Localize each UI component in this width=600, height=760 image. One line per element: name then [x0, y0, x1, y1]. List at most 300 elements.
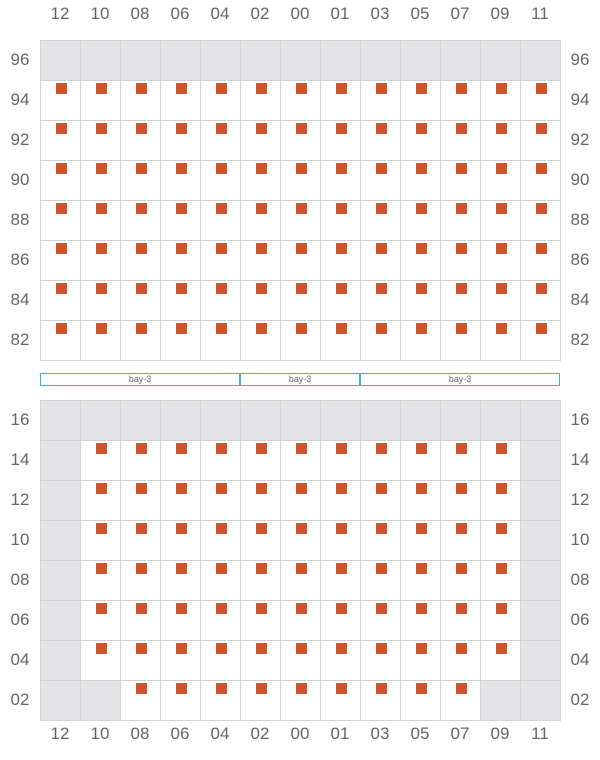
container-marker: [176, 163, 187, 174]
upper-slot-82-08[interactable]: [120, 320, 161, 361]
upper-slot-90-07[interactable]: [440, 160, 481, 201]
lower-slot-10-07[interactable]: [440, 520, 481, 561]
upper-slot-92-02[interactable]: [240, 120, 281, 161]
upper-slot-94-00[interactable]: [280, 80, 321, 121]
upper-slot-82-09[interactable]: [480, 320, 521, 361]
upper-slot-86-00[interactable]: [280, 240, 321, 281]
container-marker: [456, 323, 467, 334]
lower-tier-label-14-right: 14: [570, 450, 590, 469]
upper-tier-label-90-right: 90: [570, 170, 590, 189]
lower-slot-08-09[interactable]: [480, 560, 521, 601]
lower-slot-06-02[interactable]: [240, 600, 281, 641]
lower-slot-10-12: [40, 520, 81, 561]
container-marker: [176, 523, 187, 534]
lower-tier-label-10-left: 10: [10, 530, 30, 549]
lower-tier-label-10-right: 10: [570, 530, 590, 549]
container-marker: [536, 283, 547, 294]
container-marker: [376, 683, 387, 694]
container-marker: [496, 83, 507, 94]
upper-slot-86-10[interactable]: [80, 240, 121, 281]
container-marker: [176, 443, 187, 454]
container-marker: [456, 483, 467, 494]
upper-slot-94-05[interactable]: [400, 80, 441, 121]
container-marker: [96, 323, 107, 334]
top-column-label-02: 02: [250, 4, 270, 23]
lower-slot-06-08[interactable]: [120, 600, 161, 641]
upper-slot-84-00[interactable]: [280, 280, 321, 321]
lower-slot-10-00[interactable]: [280, 520, 321, 561]
container-marker: [256, 283, 267, 294]
container-marker: [296, 203, 307, 214]
lower-slot-12-00[interactable]: [280, 480, 321, 521]
lower-slot-04-09[interactable]: [480, 640, 521, 681]
container-marker: [416, 563, 427, 574]
lower-slot-04-03[interactable]: [360, 640, 401, 681]
lower-slot-10-03[interactable]: [360, 520, 401, 561]
bottom-column-label-06: 06: [170, 724, 190, 743]
container-marker: [296, 483, 307, 494]
upper-slot-84-08[interactable]: [120, 280, 161, 321]
bottom-column-label-12: 12: [50, 724, 70, 743]
upper-slot-88-10[interactable]: [80, 200, 121, 241]
upper-slot-84-05[interactable]: [400, 280, 441, 321]
container-marker: [376, 163, 387, 174]
lower-slot-12-08[interactable]: [120, 480, 161, 521]
container-marker: [376, 323, 387, 334]
lower-slot-04-02[interactable]: [240, 640, 281, 681]
lower-slot-14-07[interactable]: [440, 440, 481, 481]
container-marker: [496, 483, 507, 494]
container-marker: [496, 643, 507, 654]
lower-slot-08-02[interactable]: [240, 560, 281, 601]
upper-slot-90-00[interactable]: [280, 160, 321, 201]
upper-slot-90-11[interactable]: [520, 160, 561, 201]
lower-slot-12-09[interactable]: [480, 480, 521, 521]
container-marker: [216, 483, 227, 494]
upper-slot-84-11[interactable]: [520, 280, 561, 321]
lower-slot-02-11: [520, 680, 561, 721]
lower-slot-06-01[interactable]: [320, 600, 361, 641]
lower-slot-12-05[interactable]: [400, 480, 441, 521]
container-marker: [216, 83, 227, 94]
bottom-column-label-02: 02: [250, 724, 270, 743]
lower-slot-02-06[interactable]: [160, 680, 201, 721]
upper-slot-96-11: [520, 40, 561, 81]
bay-marker: [240, 373, 360, 386]
container-marker: [176, 83, 187, 94]
upper-slot-90-12[interactable]: [40, 160, 81, 201]
upper-slot-94-12[interactable]: [40, 80, 81, 121]
bay-marker: [360, 373, 560, 386]
upper-slot-92-07[interactable]: [440, 120, 481, 161]
container-marker: [136, 563, 147, 574]
upper-slot-90-05[interactable]: [400, 160, 441, 201]
lower-slot-16-02: [240, 400, 281, 441]
upper-slot-88-04[interactable]: [200, 200, 241, 241]
upper-slot-86-06[interactable]: [160, 240, 201, 281]
upper-slot-94-02[interactable]: [240, 80, 281, 121]
container-marker: [296, 523, 307, 534]
upper-slot-88-03[interactable]: [360, 200, 401, 241]
lower-slot-08-06[interactable]: [160, 560, 201, 601]
lower-tier-label-08-right: 08: [570, 570, 590, 589]
upper-tier-label-94-right: 94: [570, 90, 590, 109]
container-marker: [176, 483, 187, 494]
upper-slot-90-03[interactable]: [360, 160, 401, 201]
container-marker: [56, 163, 67, 174]
lower-slot-10-05[interactable]: [400, 520, 441, 561]
lower-slot-04-05[interactable]: [400, 640, 441, 681]
container-marker: [456, 443, 467, 454]
upper-slot-84-03[interactable]: [360, 280, 401, 321]
container-marker: [256, 83, 267, 94]
lower-slot-10-06[interactable]: [160, 520, 201, 561]
lower-slot-02-05[interactable]: [400, 680, 441, 721]
container-marker: [416, 123, 427, 134]
upper-slot-90-06[interactable]: [160, 160, 201, 201]
lower-slot-02-08[interactable]: [120, 680, 161, 721]
upper-slot-92-11[interactable]: [520, 120, 561, 161]
upper-slot-90-01[interactable]: [320, 160, 361, 201]
container-marker: [176, 243, 187, 254]
lower-slot-02-12: [40, 680, 81, 721]
lower-slot-08-03[interactable]: [360, 560, 401, 601]
upper-slot-82-05[interactable]: [400, 320, 441, 361]
upper-slot-94-01[interactable]: [320, 80, 361, 121]
container-marker: [296, 323, 307, 334]
lower-tier-label-06-right: 06: [570, 610, 590, 629]
upper-slot-96-08: [120, 40, 161, 81]
container-marker: [456, 603, 467, 614]
lower-slot-12-10[interactable]: [80, 480, 121, 521]
lower-tier-label-02-right: 02: [570, 690, 590, 709]
lower-slot-04-08[interactable]: [120, 640, 161, 681]
lower-slot-12-07[interactable]: [440, 480, 481, 521]
lower-slot-06-10[interactable]: [80, 600, 121, 641]
lower-slot-06-00[interactable]: [280, 600, 321, 641]
upper-slot-90-08[interactable]: [120, 160, 161, 201]
container-marker: [216, 603, 227, 614]
lower-slot-10-10[interactable]: [80, 520, 121, 561]
container-marker: [456, 643, 467, 654]
lower-slot-14-01[interactable]: [320, 440, 361, 481]
lower-slot-04-11: [520, 640, 561, 681]
lower-slot-06-07[interactable]: [440, 600, 481, 641]
container-marker: [456, 163, 467, 174]
bottom-column-label-01: 01: [330, 724, 350, 743]
bottom-column-label-04: 04: [210, 724, 230, 743]
lower-slot-06-03[interactable]: [360, 600, 401, 641]
lower-slot-16-10: [80, 400, 121, 441]
upper-slot-92-08[interactable]: [120, 120, 161, 161]
lower-slot-04-10[interactable]: [80, 640, 121, 681]
upper-slot-90-09[interactable]: [480, 160, 521, 201]
upper-slot-82-07[interactable]: [440, 320, 481, 361]
container-marker: [336, 603, 347, 614]
lower-slot-14-06[interactable]: [160, 440, 201, 481]
upper-slot-92-12[interactable]: [40, 120, 81, 161]
upper-slot-92-00[interactable]: [280, 120, 321, 161]
upper-slot-88-06[interactable]: [160, 200, 201, 241]
upper-slot-82-04[interactable]: [200, 320, 241, 361]
container-marker: [496, 163, 507, 174]
lower-slot-14-10[interactable]: [80, 440, 121, 481]
lower-slot-14-00[interactable]: [280, 440, 321, 481]
upper-slot-92-06[interactable]: [160, 120, 201, 161]
container-marker: [96, 203, 107, 214]
container-marker: [376, 483, 387, 494]
upper-slot-94-06[interactable]: [160, 80, 201, 121]
lower-slot-12-02[interactable]: [240, 480, 281, 521]
container-marker: [96, 83, 107, 94]
upper-slot-88-05[interactable]: [400, 200, 441, 241]
upper-slot-94-10[interactable]: [80, 80, 121, 121]
upper-slot-92-01[interactable]: [320, 120, 361, 161]
container-marker: [136, 83, 147, 94]
container-marker: [456, 123, 467, 134]
container-marker: [416, 483, 427, 494]
container-marker: [136, 163, 147, 174]
upper-slot-90-10[interactable]: [80, 160, 121, 201]
upper-slot-94-08[interactable]: [120, 80, 161, 121]
upper-slot-86-02[interactable]: [240, 240, 281, 281]
upper-slot-96-03: [360, 40, 401, 81]
lower-tier-label-04-left: 04: [10, 650, 30, 669]
container-marker: [176, 643, 187, 654]
lower-slot-16-07: [440, 400, 481, 441]
upper-slot-88-01[interactable]: [320, 200, 361, 241]
upper-slot-84-01[interactable]: [320, 280, 361, 321]
upper-slot-84-04[interactable]: [200, 280, 241, 321]
container-marker: [496, 283, 507, 294]
container-marker: [216, 283, 227, 294]
container-marker: [216, 523, 227, 534]
lower-slot-10-02[interactable]: [240, 520, 281, 561]
bay-marker: [40, 373, 240, 386]
top-column-label-12: 12: [50, 4, 70, 23]
lower-slot-02-02[interactable]: [240, 680, 281, 721]
lower-slot-10-08[interactable]: [120, 520, 161, 561]
upper-slot-88-11[interactable]: [520, 200, 561, 241]
lower-slot-16-03: [360, 400, 401, 441]
lower-slot-16-01: [320, 400, 361, 441]
upper-slot-88-08[interactable]: [120, 200, 161, 241]
lower-slot-12-01[interactable]: [320, 480, 361, 521]
top-column-label-10: 10: [90, 4, 110, 23]
lower-slot-02-01[interactable]: [320, 680, 361, 721]
container-marker: [296, 443, 307, 454]
upper-slot-88-07[interactable]: [440, 200, 481, 241]
lower-slot-14-02[interactable]: [240, 440, 281, 481]
container-marker: [416, 443, 427, 454]
upper-slot-90-02[interactable]: [240, 160, 281, 201]
top-column-label-03: 03: [370, 4, 390, 23]
upper-slot-84-02[interactable]: [240, 280, 281, 321]
lower-slot-04-04[interactable]: [200, 640, 241, 681]
upper-slot-88-02[interactable]: [240, 200, 281, 241]
container-marker: [136, 443, 147, 454]
lower-slot-04-12: [40, 640, 81, 681]
lower-slot-14-04[interactable]: [200, 440, 241, 481]
upper-slot-82-06[interactable]: [160, 320, 201, 361]
top-column-label-09: 09: [490, 4, 510, 23]
upper-slot-82-12[interactable]: [40, 320, 81, 361]
lower-slot-16-08: [120, 400, 161, 441]
upper-slot-88-00[interactable]: [280, 200, 321, 241]
upper-slot-84-12[interactable]: [40, 280, 81, 321]
container-marker: [256, 643, 267, 654]
lower-slot-06-06[interactable]: [160, 600, 201, 641]
container-marker: [336, 123, 347, 134]
lower-slot-06-05[interactable]: [400, 600, 441, 641]
upper-slot-86-01[interactable]: [320, 240, 361, 281]
container-marker: [376, 523, 387, 534]
upper-slot-96-04: [200, 40, 241, 81]
lower-slot-04-06[interactable]: [160, 640, 201, 681]
upper-slot-84-06[interactable]: [160, 280, 201, 321]
upper-slot-94-04[interactable]: [200, 80, 241, 121]
upper-slot-92-04[interactable]: [200, 120, 241, 161]
lower-slot-02-04[interactable]: [200, 680, 241, 721]
lower-slot-08-08[interactable]: [120, 560, 161, 601]
lower-slot-16-06: [160, 400, 201, 441]
container-marker: [456, 563, 467, 574]
upper-slot-84-07[interactable]: [440, 280, 481, 321]
upper-slot-86-04[interactable]: [200, 240, 241, 281]
container-marker: [216, 243, 227, 254]
lower-slot-08-04[interactable]: [200, 560, 241, 601]
container-marker: [216, 563, 227, 574]
container-marker: [416, 283, 427, 294]
lower-slot-08-05[interactable]: [400, 560, 441, 601]
lower-slot-16-09: [480, 400, 521, 441]
container-marker: [456, 283, 467, 294]
lower-slot-04-07[interactable]: [440, 640, 481, 681]
lower-slot-06-04[interactable]: [200, 600, 241, 641]
lower-slot-08-00[interactable]: [280, 560, 321, 601]
container-marker: [416, 203, 427, 214]
upper-slot-84-10[interactable]: [80, 280, 121, 321]
upper-slot-88-09[interactable]: [480, 200, 521, 241]
upper-slot-82-10[interactable]: [80, 320, 121, 361]
upper-slot-86-09[interactable]: [480, 240, 521, 281]
lower-slot-14-08[interactable]: [120, 440, 161, 481]
upper-slot-82-00[interactable]: [280, 320, 321, 361]
lower-slot-10-11: [520, 520, 561, 561]
bottom-column-label-05: 05: [410, 724, 430, 743]
container-marker: [376, 563, 387, 574]
lower-slot-12-03[interactable]: [360, 480, 401, 521]
upper-slot-96-00: [280, 40, 321, 81]
lower-tier-label-06-left: 06: [10, 610, 30, 629]
bottom-column-label-00: 00: [290, 724, 310, 743]
lower-slot-14-03[interactable]: [360, 440, 401, 481]
lower-tier-label-12-right: 12: [570, 490, 590, 509]
container-marker: [96, 643, 107, 654]
upper-slot-94-09[interactable]: [480, 80, 521, 121]
container-marker: [176, 683, 187, 694]
container-marker: [96, 283, 107, 294]
upper-slot-82-03[interactable]: [360, 320, 401, 361]
upper-tier-label-82-right: 82: [570, 330, 590, 349]
upper-slot-92-05[interactable]: [400, 120, 441, 161]
upper-slot-86-08[interactable]: [120, 240, 161, 281]
container-marker: [96, 443, 107, 454]
upper-slot-94-03[interactable]: [360, 80, 401, 121]
lower-slot-04-01[interactable]: [320, 640, 361, 681]
upper-slot-92-10[interactable]: [80, 120, 121, 161]
lower-slot-06-12: [40, 600, 81, 641]
lower-slot-08-07[interactable]: [440, 560, 481, 601]
upper-slot-86-05[interactable]: [400, 240, 441, 281]
lower-slot-14-05[interactable]: [400, 440, 441, 481]
container-marker: [536, 163, 547, 174]
lower-slot-10-01[interactable]: [320, 520, 361, 561]
upper-slot-92-03[interactable]: [360, 120, 401, 161]
lower-slot-04-00[interactable]: [280, 640, 321, 681]
container-marker: [416, 163, 427, 174]
container-marker: [256, 323, 267, 334]
lower-slot-14-09[interactable]: [480, 440, 521, 481]
container-marker: [136, 323, 147, 334]
lower-slot-16-12: [40, 400, 81, 441]
upper-slot-84-09[interactable]: [480, 280, 521, 321]
upper-slot-82-11[interactable]: [520, 320, 561, 361]
upper-slot-86-12[interactable]: [40, 240, 81, 281]
upper-slot-90-04[interactable]: [200, 160, 241, 201]
upper-slot-86-03[interactable]: [360, 240, 401, 281]
lower-slot-08-01[interactable]: [320, 560, 361, 601]
lower-slot-06-09[interactable]: [480, 600, 521, 641]
container-marker: [496, 603, 507, 614]
container-marker: [56, 243, 67, 254]
container-marker: [296, 603, 307, 614]
bottom-column-label-03: 03: [370, 724, 390, 743]
upper-slot-96-10: [80, 40, 121, 81]
lower-slot-02-00[interactable]: [280, 680, 321, 721]
lower-tier-label-16-left: 16: [10, 410, 30, 429]
container-marker: [496, 243, 507, 254]
lower-slot-12-06[interactable]: [160, 480, 201, 521]
upper-slot-96-05: [400, 40, 441, 81]
container-marker: [536, 123, 547, 134]
upper-slot-88-12[interactable]: [40, 200, 81, 241]
bay-label: bay-3: [448, 374, 472, 384]
lower-slot-08-10[interactable]: [80, 560, 121, 601]
upper-slot-94-11[interactable]: [520, 80, 561, 121]
upper-tier-label-88-right: 88: [570, 210, 590, 229]
upper-slot-82-01[interactable]: [320, 320, 361, 361]
lower-slot-10-04[interactable]: [200, 520, 241, 561]
lower-tier-label-04-right: 04: [570, 650, 590, 669]
container-marker: [136, 603, 147, 614]
bottom-column-label-07: 07: [450, 724, 470, 743]
lower-slot-02-07[interactable]: [440, 680, 481, 721]
lower-slot-12-04[interactable]: [200, 480, 241, 521]
bay-label: bay-3: [288, 374, 312, 384]
lower-slot-10-09[interactable]: [480, 520, 521, 561]
upper-tier-label-86-right: 86: [570, 250, 590, 269]
upper-slot-94-07[interactable]: [440, 80, 481, 121]
upper-slot-86-11[interactable]: [520, 240, 561, 281]
upper-slot-82-02[interactable]: [240, 320, 281, 361]
container-marker: [536, 243, 547, 254]
upper-slot-86-07[interactable]: [440, 240, 481, 281]
lower-slot-02-03[interactable]: [360, 680, 401, 721]
upper-slot-92-09[interactable]: [480, 120, 521, 161]
top-column-label-05: 05: [410, 4, 430, 23]
top-column-label-00: 00: [290, 4, 310, 23]
